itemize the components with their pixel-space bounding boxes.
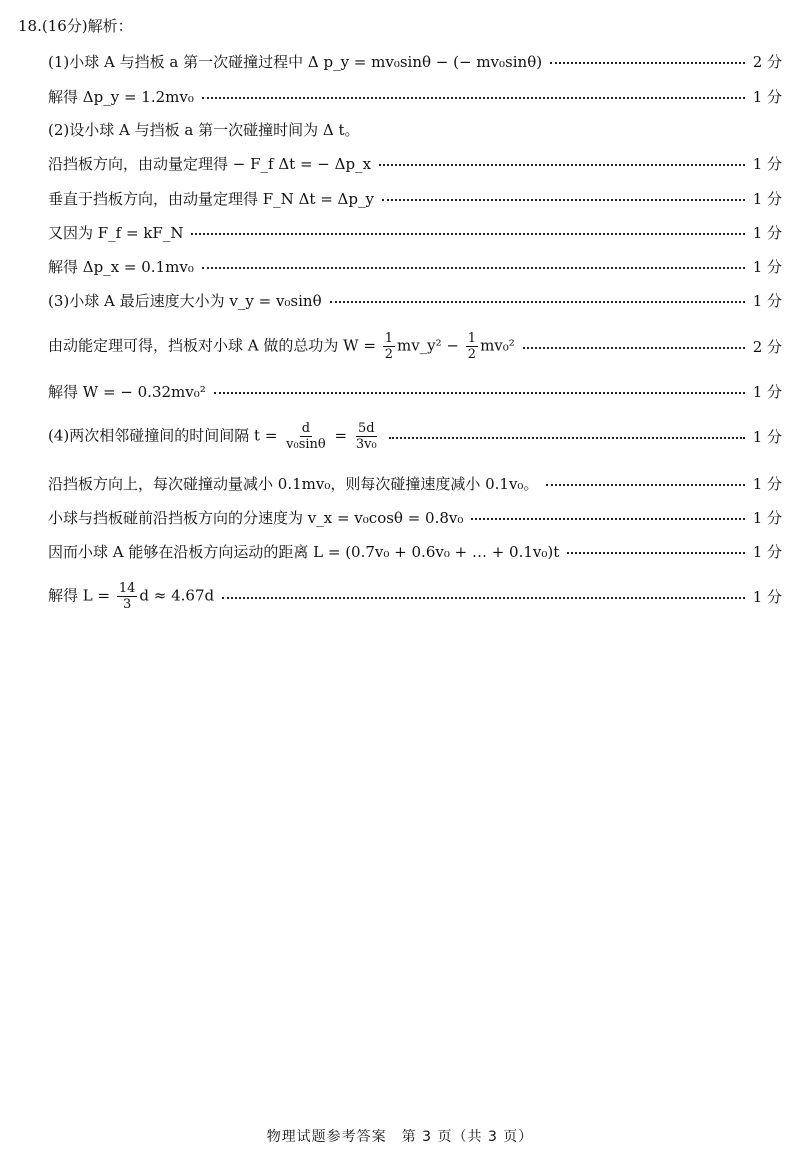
numerator: 5d	[358, 420, 375, 436]
leader-dots	[389, 437, 745, 439]
leader-dots	[567, 552, 744, 554]
score: 1 分	[752, 291, 782, 310]
answer-line-11	[48, 416, 782, 456]
fraction	[117, 581, 138, 612]
answer-text	[48, 331, 515, 362]
leader-dots	[202, 267, 745, 269]
answer-line-15	[48, 576, 782, 616]
fraction	[354, 421, 379, 452]
answer-text: 解得 W = − 0.32mv₀²	[48, 382, 206, 401]
numerator: d	[301, 420, 311, 436]
answer-line-1	[48, 50, 782, 72]
score: 1 分	[752, 223, 782, 242]
answer-text: 小球与挡板碰前沿挡板方向的分速度为 v_x = v₀cosθ = 0.8v₀	[48, 508, 464, 527]
answer-line-3: (2)设小球 A 与挡板 a 第一次碰撞时间为 Δ t。	[48, 121, 360, 139]
score: 1 分	[752, 257, 782, 276]
question-heading: 18.(16分)解析：	[18, 17, 133, 35]
fraction	[466, 331, 478, 362]
leader-dots	[222, 597, 745, 599]
numerator: 14	[118, 580, 136, 596]
text-part: =	[334, 426, 348, 444]
leader-dots	[379, 164, 745, 166]
score: 1 分	[752, 427, 782, 446]
answer-line-9	[48, 326, 782, 366]
score: 2 分	[752, 52, 782, 71]
answer-line-7	[48, 255, 782, 277]
answer-line-5	[48, 187, 782, 209]
page-footer: 物理试题参考答案 第 3 页（共 3 页）	[266, 1129, 534, 1145]
score: 1 分	[752, 587, 782, 606]
leader-dots	[546, 484, 744, 486]
numerator: 1	[467, 330, 477, 346]
answer-line-12	[48, 472, 782, 494]
answer-text: 沿挡板方向上，每次碰撞动量减小 0.1mv₀，则每次碰撞速度减小 0.1v₀。	[48, 474, 539, 493]
numerator: 1	[384, 330, 393, 346]
answer-line-2	[48, 85, 782, 107]
answer-line-13	[48, 506, 782, 528]
answer-text: 垂直于挡板方向，由动量定理得 F_N Δt = Δp_y	[48, 189, 374, 208]
denominator: v₀sinθ	[286, 436, 326, 452]
leader-dots	[523, 347, 745, 349]
denominator: 2	[467, 346, 477, 362]
answer-text	[48, 421, 381, 452]
score: 1 分	[752, 474, 782, 493]
denominator: 2	[384, 346, 393, 362]
leader-dots	[202, 97, 745, 99]
score: 2 分	[752, 337, 782, 356]
answer-line-10	[48, 380, 782, 402]
text-part: d ≈ 4.67d	[139, 586, 215, 604]
leader-dots	[191, 233, 744, 235]
text-part: (4)两次相邻碰撞间的时间间隔 t =	[48, 426, 278, 444]
leader-dots	[214, 392, 745, 394]
leader-dots	[471, 518, 744, 520]
score: 1 分	[752, 382, 782, 401]
answer-text: 解得 Δp_y = 1.2mv₀	[48, 87, 194, 106]
score: 1 分	[752, 542, 782, 561]
score: 1 分	[752, 87, 782, 106]
denominator: 3v₀	[355, 436, 377, 452]
text-part: 由动能定理可得，挡板对小球 A 做的总功为 W =	[48, 336, 376, 354]
text-part: 解得 L =	[48, 586, 111, 604]
fraction	[284, 421, 328, 452]
answer-text	[48, 581, 214, 612]
score: 1 分	[752, 508, 782, 527]
answer-text: (1)小球 A 与挡板 a 第一次碰撞过程中 Δ p_y = mv₀sinθ − (− mv₀sinθ)	[48, 52, 543, 71]
answer-text: (3)小球 A 最后速度大小为 v_y = v₀sinθ	[48, 291, 322, 310]
answer-text: 又因为 F_f = kF_N	[48, 223, 184, 242]
score: 1 分	[752, 154, 782, 173]
leader-dots	[550, 62, 745, 64]
answer-text: 解得 Δp_x = 0.1mv₀	[48, 257, 194, 276]
answer-text: 沿挡板方向，由动量定理得 − F_f Δt = − Δp_x	[48, 154, 372, 173]
leader-dots	[382, 199, 745, 201]
answer-line-8	[48, 289, 782, 311]
denominator: 3	[122, 596, 132, 612]
text-part: mv₀²	[480, 336, 515, 354]
answer-line-4	[48, 152, 782, 174]
score: 1 分	[752, 189, 782, 208]
text-part: mv_y² −	[396, 336, 459, 354]
answer-text: 因而小球 A 能够在沿板方向运动的距离 L = (0.7v₀ + 0.6v₀ + … + 0.1v₀)t	[48, 542, 560, 561]
answer-line-6	[48, 221, 782, 243]
leader-dots	[330, 301, 745, 303]
fraction	[383, 331, 395, 362]
answer-line-14	[48, 540, 782, 562]
